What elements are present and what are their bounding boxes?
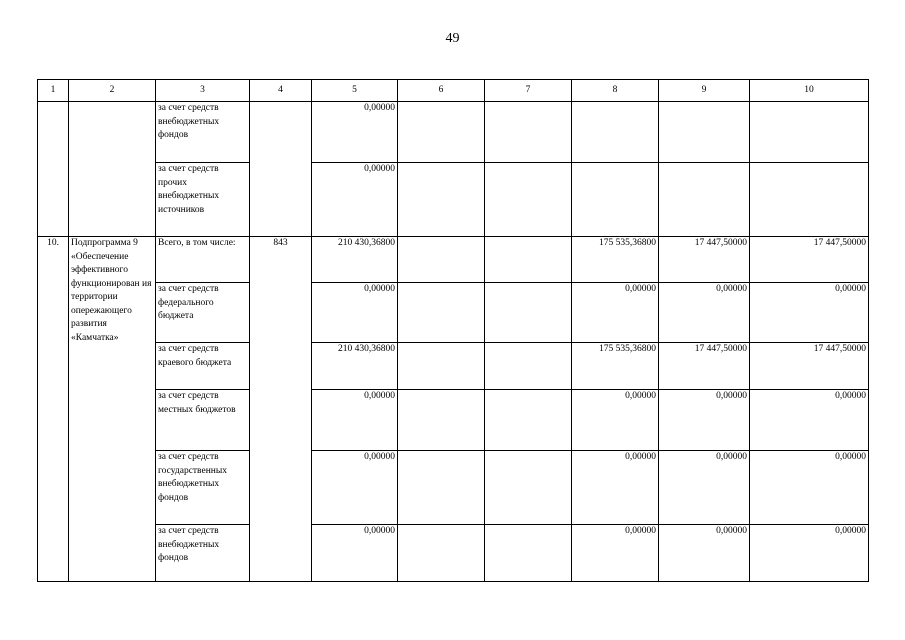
value-cell-col8: 175 535,36800 [572,237,659,283]
value-cell-col5: 210 430,36800 [312,237,398,283]
header-col-2: 2 [69,80,156,102]
value-cell-col5: 0,00000 [312,102,398,163]
value-cell-col6 [398,343,485,390]
value-cell-col5: 0,00000 [312,283,398,343]
funding-source-cell: за счет средств краевого бюджета [156,343,250,390]
value-cell-col9: 0,00000 [659,283,750,343]
header-col-8: 8 [572,80,659,102]
value-cell-col8: 175 535,36800 [572,343,659,390]
value-cell-col6 [398,102,485,163]
value-cell-col10: 0,00000 [750,283,869,343]
funding-source-cell: за счет средств внебюджетных фондов [156,102,250,163]
header-col-4: 4 [250,80,312,102]
value-cell-col10 [750,102,869,163]
table-row [38,390,869,451]
value-cell-col10: 17 447,50000 [750,237,869,283]
value-cell-col5: 0,00000 [312,525,398,582]
value-cell-col5: 210 430,36800 [312,343,398,390]
funding-source-cell: за счет средств федерального бюджета [156,283,250,343]
table-row [38,343,869,390]
value-cell-col10: 0,00000 [750,390,869,451]
value-cell-col5: 0,00000 [312,163,398,237]
table-row [38,525,869,582]
table-row [38,163,869,237]
header-col-7: 7 [485,80,572,102]
value-cell-col9: 17 447,50000 [659,343,750,390]
value-cell-col10: 0,00000 [750,525,869,582]
funding-source-cell: за счет средств внебюджетных фондов [156,525,250,582]
funding-source-cell: Всего, в том числе: [156,237,250,283]
header-col-5: 5 [312,80,398,102]
value-cell-col5: 0,00000 [312,390,398,451]
value-cell-col9: 0,00000 [659,390,750,451]
table-row [38,451,869,525]
header-row [38,80,869,102]
value-cell-col7 [485,163,572,237]
header-col-10: 10 [750,80,869,102]
value-cell-col9: 0,00000 [659,525,750,582]
page-number: 49 [445,31,460,46]
value-cell-col6 [398,283,485,343]
program-name: Подпрограмма 9 «Обеспечение эффективного функционирован ия территории опережающего развития «Камчатка» [69,237,156,582]
value-cell-col9: 17 447,50000 [659,237,750,283]
value-cell-col6 [398,525,485,582]
value-cell-col8: 0,00000 [572,390,659,451]
value-cell-col7 [485,237,572,283]
table-row [38,102,869,163]
funding-source-cell: за счет средств прочих внебюджетных источников [156,163,250,237]
value-cell-col7 [485,102,572,163]
value-cell-col7 [485,525,572,582]
code-cell-empty [250,102,312,237]
value-cell-col9 [659,163,750,237]
value-cell-col6 [398,390,485,451]
value-cell-col9 [659,102,750,163]
header-col-1: 1 [38,80,69,102]
value-cell-col7 [485,343,572,390]
value-cell-col8 [572,102,659,163]
index-cell-empty [38,102,69,237]
value-cell-col6 [398,451,485,525]
value-cell-col6 [398,237,485,283]
name-cell-empty [69,102,156,237]
value-cell-col10: 17 447,50000 [750,343,869,390]
value-cell-col9: 0,00000 [659,451,750,525]
table-row [38,283,869,343]
value-cell-col8: 0,00000 [572,283,659,343]
budget-table [37,79,869,582]
value-cell-col7 [485,390,572,451]
table-row [38,237,869,283]
value-cell-col10 [750,163,869,237]
value-cell-col7 [485,451,572,525]
program-code: 843 [250,237,312,582]
header-col-6: 6 [398,80,485,102]
header-col-9: 9 [659,80,750,102]
value-cell-col7 [485,283,572,343]
value-cell-col6 [398,163,485,237]
value-cell-col5: 0,00000 [312,451,398,525]
program-index: 10. [38,237,69,582]
value-cell-col10: 0,00000 [750,451,869,525]
funding-source-cell: за счет средств местных бюджетов [156,390,250,451]
value-cell-col8: 0,00000 [572,525,659,582]
header-col-3: 3 [156,80,250,102]
value-cell-col8 [572,163,659,237]
value-cell-col8: 0,00000 [572,451,659,525]
funding-source-cell: за счет средств государственных внебюджетных фондов [156,451,250,525]
